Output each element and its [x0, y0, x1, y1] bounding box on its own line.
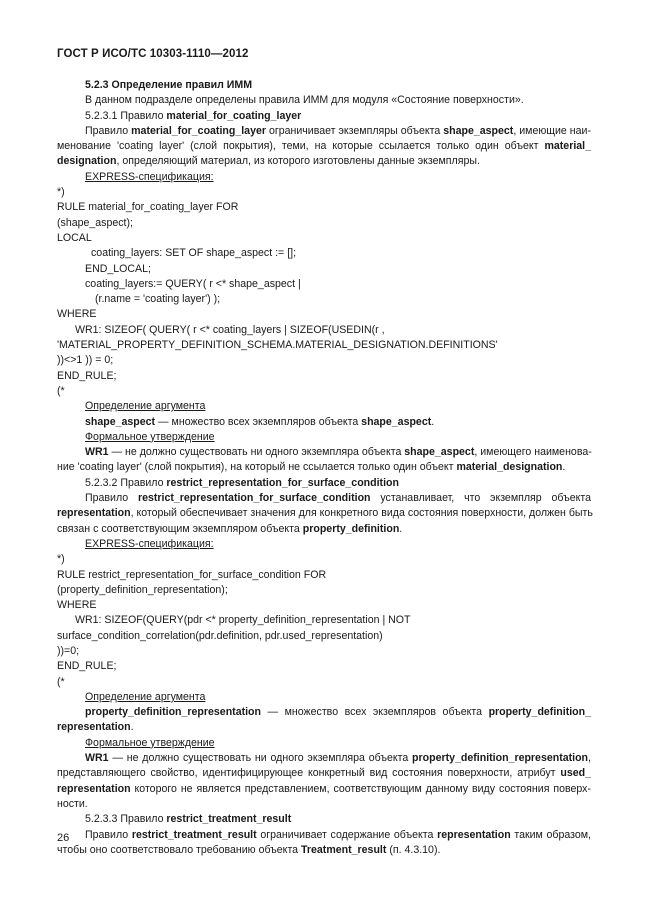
code-line: END_RULE; — [57, 369, 117, 382]
formal-statement: представляющего свойство, идентифицирующее конкретный вид состояния поверхности, атрибут used_ — [57, 767, 591, 780]
code-line: 'MATERIAL_PROPERTY_DEFINITION_SCHEMA.MATERIAL_DESIGNATION.DEFINITIONS' — [57, 339, 498, 352]
code-line: *) — [57, 186, 65, 199]
paragraph-line: Правило material_for_coating_layer ограничивает экземпляры объекта shape_aspect, имеющие наи- — [85, 124, 591, 137]
code-line: (property_definition_representation); — [57, 583, 228, 596]
express-label: EXPRESS-спецификация: — [85, 170, 214, 183]
rule-heading-restrict-representation: 5.2.3.2 Правило restrict_representation_for_surface_condition — [85, 476, 399, 489]
paragraph-line: связан с соответствующим экземпляром объекта property_definition. — [57, 522, 403, 535]
code-line: WR1: SIZEOF(QUERY(pdr <* property_definition_representation | NOT — [75, 614, 411, 627]
argument-definition: representation. — [57, 721, 134, 734]
code-line: ))<>1 )) = 0; — [57, 354, 114, 367]
code-line: *) — [57, 553, 65, 566]
code-line: (* — [57, 675, 65, 688]
code-line: (shape_aspect); — [57, 216, 133, 229]
page-number: 26 — [57, 832, 70, 844]
paragraph-line: Правило restrict_treatment_result ограничивает содержание объекта representation таким образом, — [85, 828, 591, 841]
section-intro: В данном подразделе определены правила ИММ для модуля «Состояние поверхности». — [85, 94, 524, 107]
express-label: EXPRESS-спецификация: — [85, 537, 214, 550]
code-line: (* — [57, 384, 65, 397]
formal-statement: representation которого не является представлением, соответствующим данному виду состояния поверх- — [57, 782, 591, 795]
code-line: RULE material_for_coating_layer FOR — [57, 201, 239, 214]
paragraph-line: Правило restrict_representation_for_surface_condition устанавливает, что экземпляр объекта — [85, 492, 591, 505]
code-line: coating_layers:= QUERY( r <* shape_aspect | — [85, 277, 301, 290]
code-line: (r.name = 'coating layer') ); — [95, 293, 221, 306]
argument-definition-label: Определение аргумента — [85, 690, 206, 703]
code-line: ))=0; — [57, 644, 80, 657]
formal-statement: WR1 — не должно существовать ни одного экземпляра объекта shape_aspect, имеющего наименова- — [85, 446, 592, 459]
paragraph-line: чтобы оно соответствовало требованию объекта Treatment_result (п. 4.3.10). — [57, 843, 441, 856]
formal-statement-label: Формальное утверждение — [85, 430, 215, 443]
rule-heading-material-for-coating-layer: 5.2.3.1 Правило material_for_coating_layer — [85, 109, 302, 122]
code-line: END_RULE; — [57, 660, 117, 673]
document-body — [57, 78, 591, 858]
code-line: LOCAL — [57, 231, 92, 244]
formal-statement-label: Формальное утверждение — [85, 736, 215, 749]
argument-definition: property_definition_representation — множество всех экземпляров объекта property_definition_ — [85, 706, 591, 719]
paragraph-line: designation, определяющий материал, из которого изготовлены данные экземпляры. — [57, 155, 480, 168]
code-line: WHERE — [57, 599, 97, 612]
paragraph-line: менование 'coating layer' (слой покрытия), теми, на которые ссылается только один объект material_ — [57, 140, 591, 153]
document-header: ГОСТ Р ИСО/ТС 10303-1110—2012 — [57, 48, 249, 60]
formal-statement: ние 'coating layer' (слой покрытия), на который не ссылается только один объект material_designation. — [57, 461, 566, 474]
code-line: coating_layers: SET OF shape_aspect := []; — [91, 247, 297, 260]
argument-definition-label: Определение аргумента — [85, 400, 206, 413]
paragraph-line: representation, который обеспечивает значения для конкретного вида состояния поверхности, должен быть — [57, 507, 593, 520]
code-line: surface_condition_correlation(pdr.definition, pdr.used_representation) — [57, 629, 383, 642]
code-line: END_LOCAL; — [85, 262, 151, 275]
code-line: WR1: SIZEOF( QUERY( r <* coating_layers | SIZEOF(USEDIN(r , — [75, 323, 385, 336]
section-heading: 5.2.3 Определение правил ИММ — [85, 79, 253, 91]
code-line: WHERE — [57, 308, 97, 321]
formal-statement: ности. — [57, 797, 88, 810]
rule-heading-restrict-treatment-result: 5.2.3.3 Правило restrict_treatment_result — [85, 813, 292, 826]
code-line: RULE restrict_representation_for_surface_condition FOR — [57, 568, 327, 581]
argument-definition: shape_aspect — множество всех экземпляров объекта shape_aspect. — [85, 415, 435, 428]
formal-statement: WR1 — не должно существовать ни одного экземпляра объекта property_definition_representation, — [85, 752, 591, 765]
